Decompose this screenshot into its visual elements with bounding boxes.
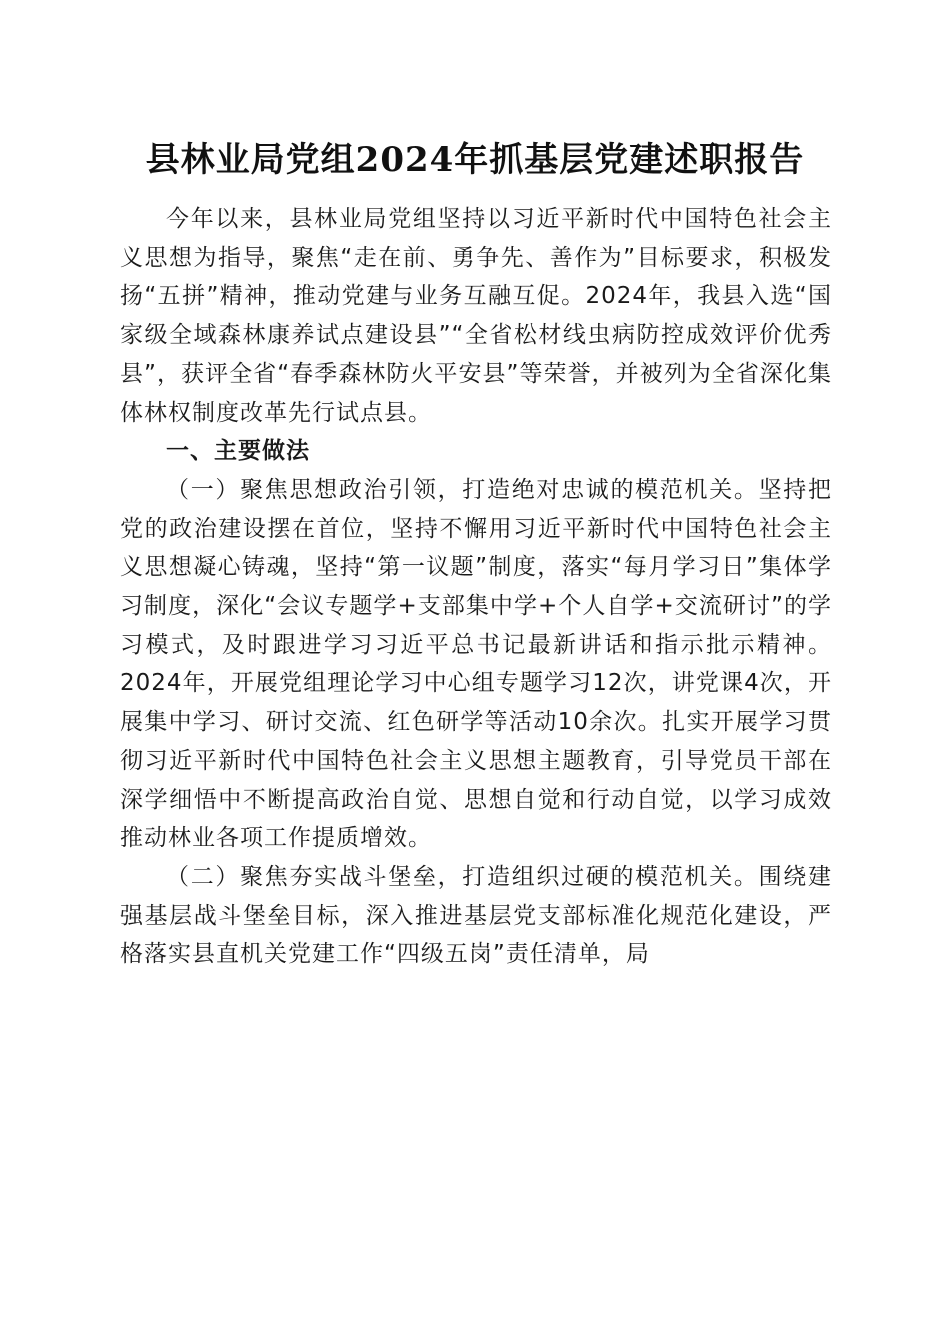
section-heading: 一、主要做法 [166,438,310,465]
paragraph-section-2: （二）聚焦夯实战斗堡垒，打造组织过硬的模范机关。围绕建强基层战斗堡垒目标，深入推进基层党支部标准化规范化建设，严格落实县直机关党建工作“四级五岗”责任清单，局 [120,863,832,968]
paragraph-section-1: （一）聚焦思想政治引领，打造绝对忠诚的模范机关。坚持把党的政治建设摆在首位，坚持不懈用习近平新时代中国特色社会主义思想凝心铸魂，坚持“第一议题”制度，落实“每月学习日”集体学习制度，深化“会议专题学+支部集中学+个人自学+交流研讨”的学习模式，及时跟进学习习近平总书记最新讲话和指示批示精神。2024年，开展党组理论学习中心组专题学习12次，讲党课4次，开展集中学习、研讨交流、红色研学等活动10余次。扎实开展学习贯彻习近平新时代中国特色社会主义思想主题教育，引导党员干部在深学细悟中不断提高政治自觉、思想自觉和行动自觉，以学习成效推动林业各项工作提质增效。 [120,476,832,852]
document-title: 县林业局党组2024年抓基层党建述职报告 [145,140,805,180]
intro-paragraph: 今年以来，县林业局党组坚持以习近平新时代中国特色社会主义思想为指导，聚焦“走在前、勇争先、善作为”目标要求，积极发扬“五拼”精神，推动党建与业务互融互促。2024年，我县入选“国家级全域森林康养试点建设县”“全省松材线虫病防控成效评价优秀县”，获评全省“春季森林防火平安县”等荣誉，并被列为全省深化集体林权制度改革先行试点县。 [120,206,832,426]
document-body [120,200,832,974]
